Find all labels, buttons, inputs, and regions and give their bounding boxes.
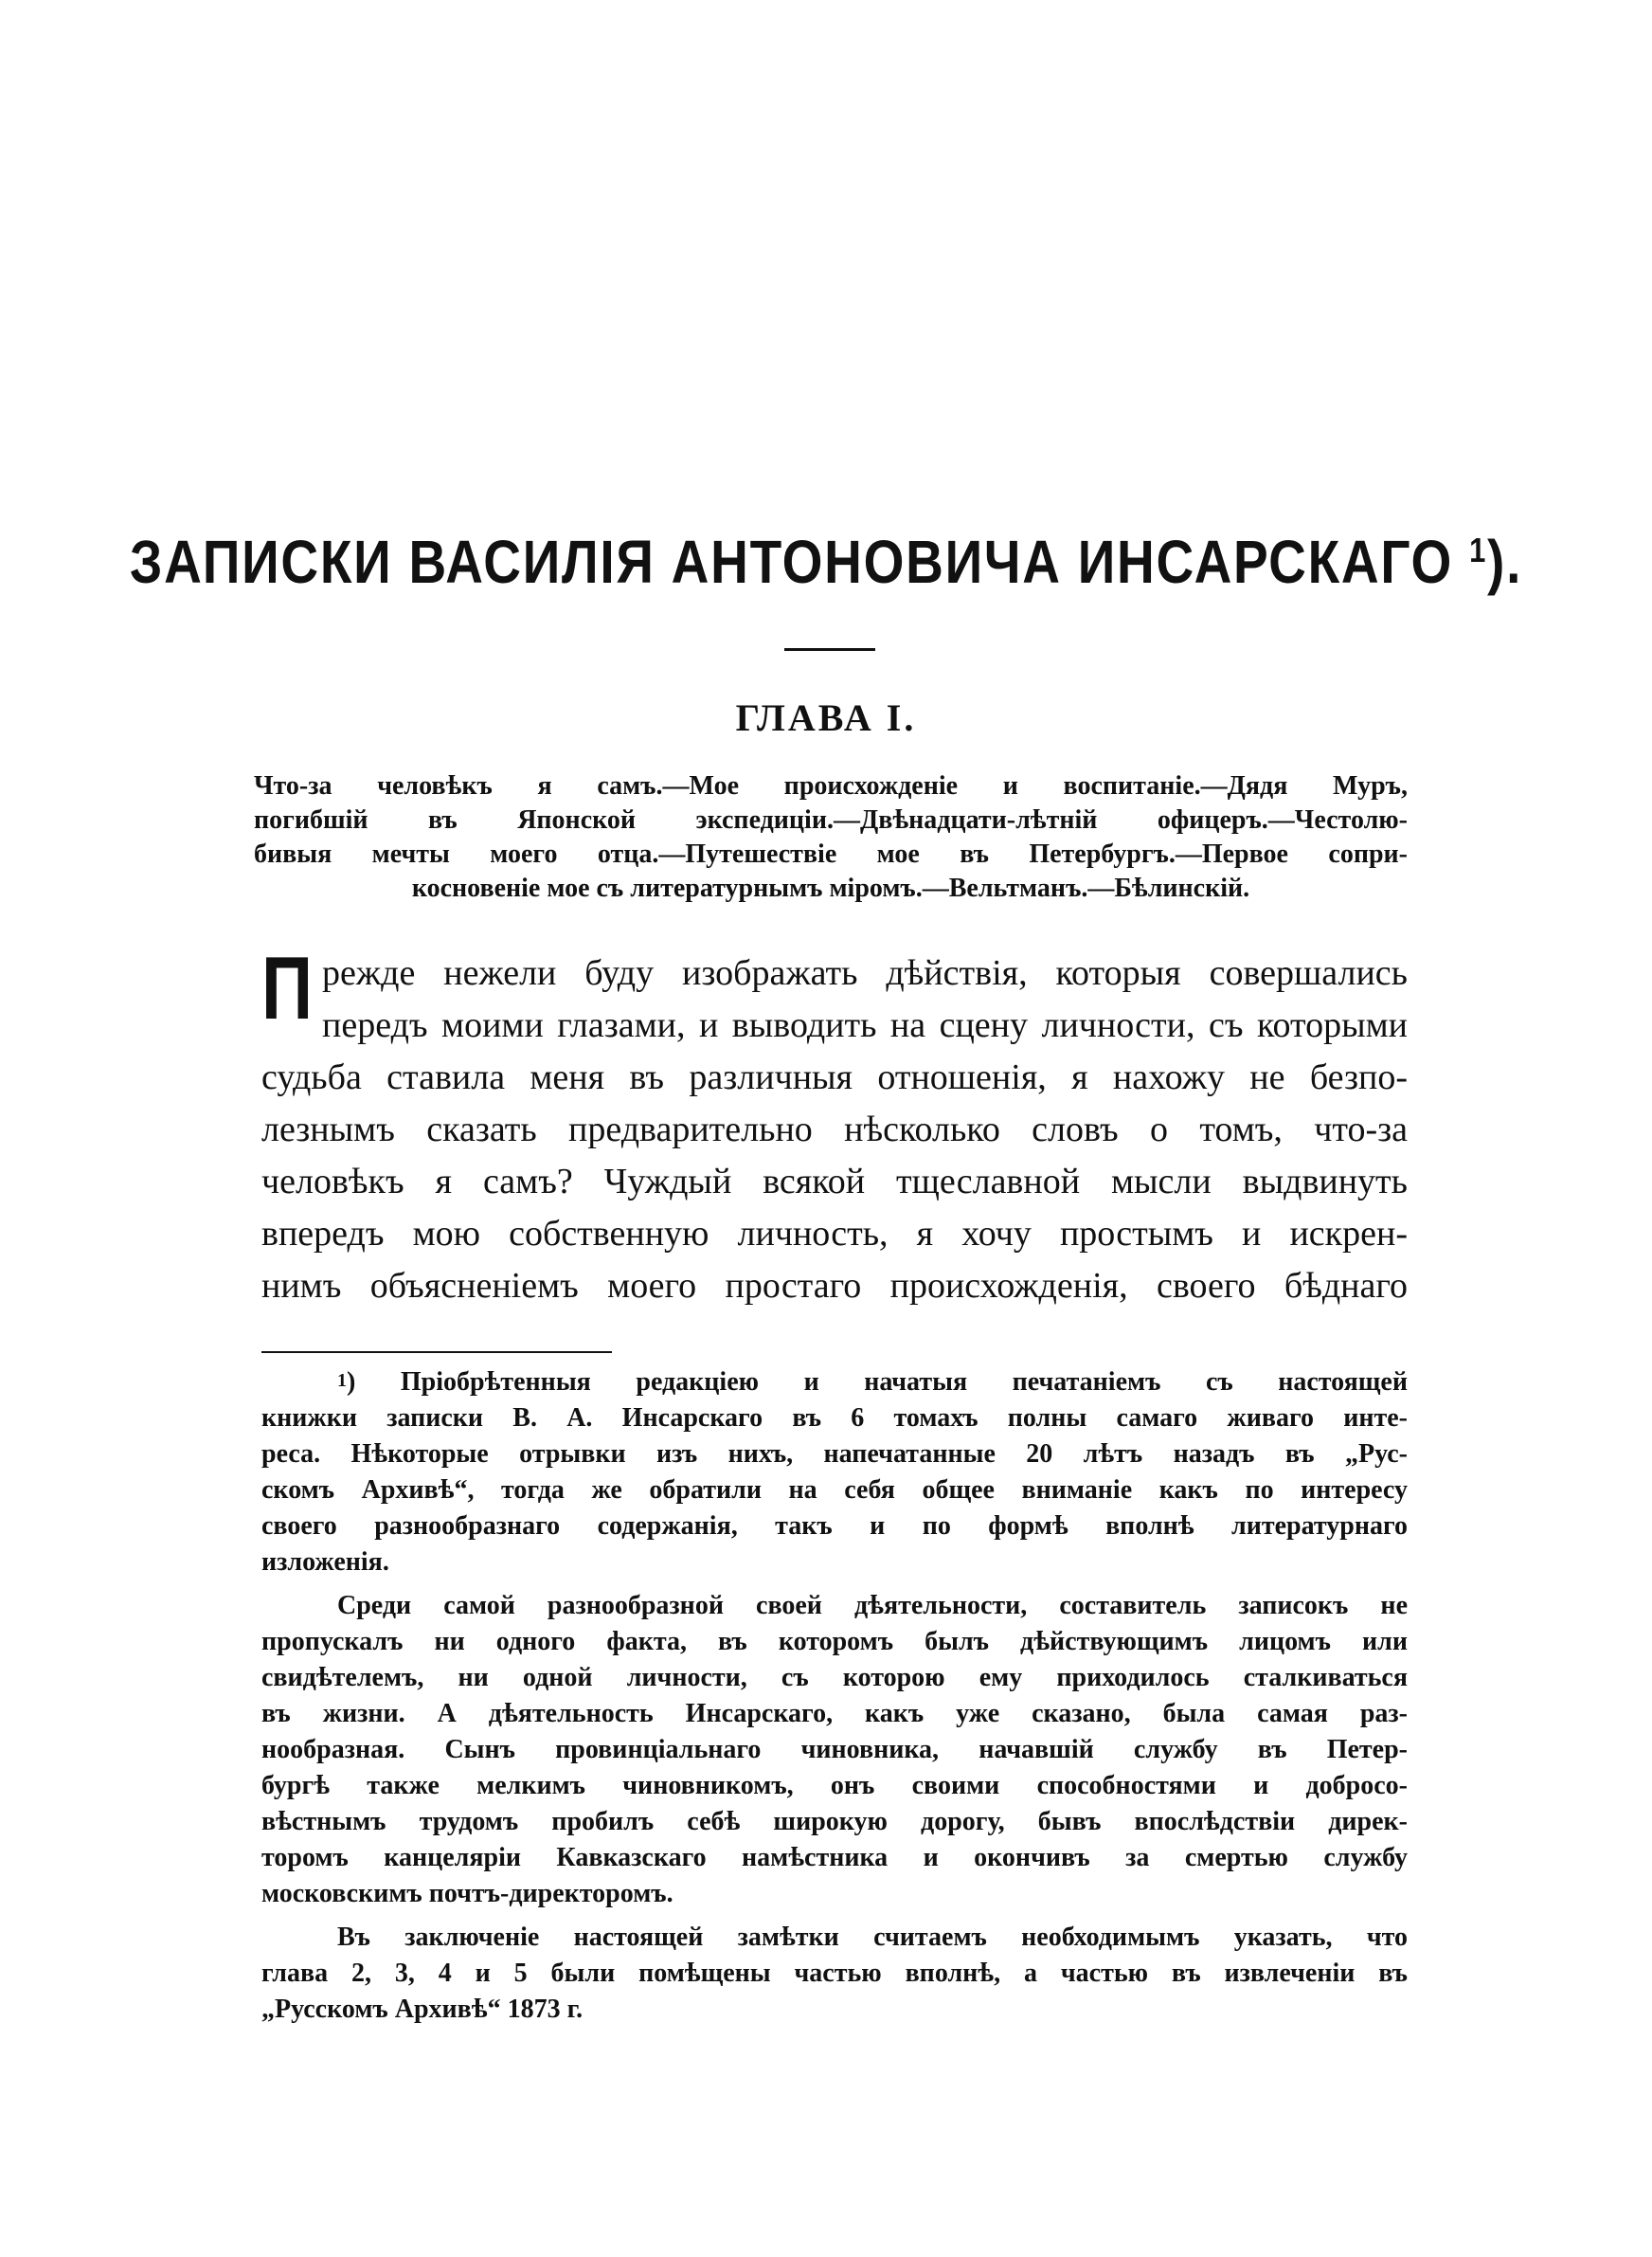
footnote-line: глава 2, 3, 4 и 5 были помѣщены частью вполнѣ, а частью въ извлеченіи въ bbox=[261, 1959, 1408, 1988]
title-divider bbox=[784, 648, 875, 651]
footnote-line: Среди самой разнообразной своей дѣятельности, составитель записокъ не bbox=[337, 1591, 1408, 1620]
footnote-line: нообразная. Сынъ провинціальнаго чиновника, начавшій службу въ Петер- bbox=[261, 1735, 1408, 1764]
body-line: передъ моими глазами, и выводить на сцену личности, съ которыми bbox=[322, 1005, 1408, 1045]
title-footnote-ref: 1 bbox=[1469, 531, 1488, 569]
footnote-line: Въ заключеніе настоящей замѣтки считаемъ необходимымъ указать, что bbox=[337, 1923, 1408, 1952]
footnote-line: въ жизни. А дѣятельность Инсарскаго, какъ уже сказано, была самая раз- bbox=[261, 1699, 1408, 1728]
footnote-paragraph bbox=[261, 1920, 1408, 2028]
footnote-line: пропускалъ ни одного факта, въ которомъ былъ дѣйствующимъ лицомъ или bbox=[261, 1627, 1408, 1656]
footnote-paragraph bbox=[261, 1364, 1408, 1580]
footnote-line: изложенія. bbox=[261, 1547, 389, 1577]
body-line: впередъ мою собственную личность, я хочу простымъ и искрен- bbox=[261, 1214, 1408, 1254]
footnote-line: реса. Нѣкоторые отрывки изъ нихъ, напечатанные 20 лѣтъ назадъ въ „Рус- bbox=[261, 1439, 1408, 1469]
summary-line: Что-за человѣкъ я самъ.—Мое происхожденіе и воспитаніе.—Дядя Муръ, bbox=[254, 771, 1408, 801]
title-text: ЗАПИСКИ ВАСИЛІЯ АНТОНОВИЧА ИНСАРСКАГО bbox=[129, 528, 1454, 596]
chapter-summary bbox=[254, 769, 1408, 906]
footnote-line: своего разнообразнаго содержанія, такъ и по формѣ вполнѣ литературнаго bbox=[261, 1511, 1408, 1541]
drop-cap: П bbox=[261, 938, 314, 1038]
footnote-line: свидѣтелемъ, ни одной личности, съ которою ему приходилось сталкиваться bbox=[261, 1663, 1408, 1692]
footnote-line: московскимъ почтъ-директоромъ. bbox=[261, 1879, 673, 1908]
footnote-line: вѣстнымъ трудомъ пробилъ себѣ широкую дорогу, бывъ впослѣдствіи дирек- bbox=[261, 1807, 1408, 1836]
summary-line: бивыя мечты моего отца.—Путешествіе мое въ Петербургъ.—Первое сопри- bbox=[254, 840, 1408, 869]
summary-line: погибшій въ Японской экспедиціи.—Двѣнадцати-лѣтній офицеръ.—Честолю- bbox=[254, 805, 1408, 835]
body-line: человѣкъ я самъ? Чуждый всякой тщеславной мысли выдвинуть bbox=[261, 1162, 1408, 1201]
footnote-mark: 1 bbox=[337, 1370, 347, 1391]
page-title bbox=[116, 527, 1536, 597]
footnote-line: торомъ канцеляріи Кавказскаго намѣстника и окончивъ за смертью службу bbox=[261, 1843, 1408, 1872]
footnote-paragraph bbox=[261, 1588, 1408, 1912]
summary-line: косновеніе мое съ литературнымъ міромъ.—Вельтманъ.—Бѣлинскій. bbox=[411, 874, 1250, 903]
footnote bbox=[261, 1364, 1408, 2035]
footnote-line: „Русскомъ Архивѣ“ 1873 г. bbox=[261, 1995, 584, 2024]
footnote-line: скомъ Архивѣ“, тогда же обратили на себя общее вниманіе какъ по интересу bbox=[261, 1475, 1408, 1505]
body-line: лезнымъ сказать предварительно нѣсколько словъ о томъ, что-за bbox=[261, 1110, 1408, 1149]
footnote-line: бургѣ также мелкимъ чиновникомъ, онъ своими способностями и добросо- bbox=[261, 1771, 1408, 1800]
footnote-line: книжки записки В. А. Инсарскаго въ 6 томахъ полны самаго живаго инте- bbox=[261, 1403, 1408, 1433]
footnote-divider bbox=[261, 1351, 612, 1353]
body-line: судьба ставила меня въ различныя отношенія, я нахожу не безпо- bbox=[261, 1057, 1408, 1097]
body-line: режде нежели буду изображать дѣйствія, которыя совершались bbox=[322, 953, 1408, 993]
body-line: нимъ объясненіемъ моего простаго происхожденія, своего бѣднаго bbox=[261, 1266, 1408, 1306]
footnote-line bbox=[261, 1364, 1408, 1400]
footnote-line-text: ) Пріобрѣтенныя редакціею и начатыя печатаніемъ съ настоящей bbox=[347, 1367, 1408, 1397]
chapter-heading: ГЛАВА I. bbox=[735, 696, 917, 739]
title-suffix: ). bbox=[1487, 528, 1523, 596]
main-text bbox=[261, 938, 1408, 1312]
